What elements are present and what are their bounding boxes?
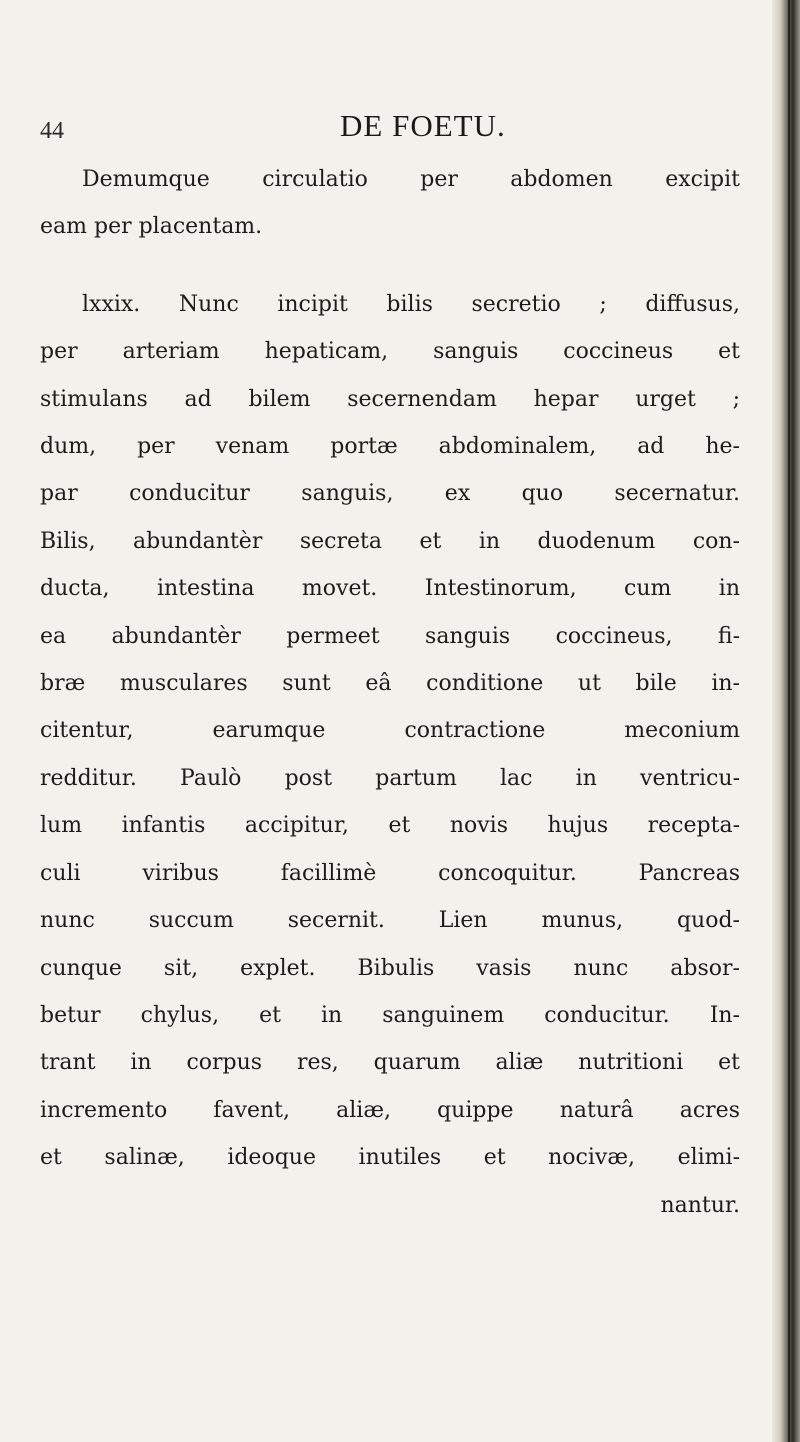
text-line: dum, per venam portæ abdominalem, ad he- — [40, 434, 740, 460]
text-line: redditur. Paulò post partum lac in ventricu- — [40, 765, 740, 791]
text-line: incremento favent, aliæ, quippe naturâ acres — [40, 1097, 740, 1123]
text-line: citentur, earumque contractione meconium — [40, 718, 740, 744]
text-line: lum infantis accipitur, et novis hujus recepta- — [40, 813, 740, 839]
text-line: lxxix. Nunc incipit bilis secretio ; diffusus, — [82, 291, 740, 317]
text-line: par conducitur sanguis, ex quo secernatur. — [40, 481, 740, 507]
text-line: eam per placentam. — [40, 214, 263, 240]
paragraph — [40, 156, 740, 251]
text-line: stimulans ad bilem secernendam hepar urget ; — [40, 386, 740, 412]
text-line: Bilis, abundantèr secreta et in duodenum con- — [40, 528, 740, 554]
paragraph-gap — [40, 251, 740, 281]
text-line: betur chylus, et in sanguinem conducitur. In- — [40, 1002, 740, 1028]
text-line: et salinæ, ideoque inutiles et nocivæ, elimi- — [40, 1145, 740, 1171]
text-line: per arteriam hepaticam, sanguis coccineus et — [40, 339, 740, 365]
paragraph — [40, 281, 740, 1229]
binding-line — [788, 0, 790, 1442]
text-line: ea abundantèr permeet sanguis coccineus, fi- — [40, 623, 740, 649]
text-line: ducta, intestina movet. Intestinorum, cum in — [40, 576, 740, 602]
body-text — [40, 156, 740, 1229]
text-line: bræ musculares sunt eâ conditione ut bile in- — [40, 671, 740, 697]
text-line: Demumque circulatio per abdomen excipit — [82, 167, 740, 192]
text-line-final: nantur. — [660, 1192, 740, 1218]
running-head: DE FOETU. — [340, 108, 506, 143]
text-line: culi viribus facillimè concoquitur. Pancreas — [40, 860, 740, 886]
page-header — [40, 100, 760, 160]
text-line: trant in corpus res, quarum aliæ nutritioni et — [40, 1050, 740, 1076]
page-number: 44 — [40, 118, 64, 144]
text-line: nunc succum secernit. Lien munus, quod- — [40, 908, 740, 934]
page-edge-shadow — [772, 0, 800, 1442]
text-line: cunque sit, explet. Bibulis vasis nunc absor- — [40, 955, 740, 981]
